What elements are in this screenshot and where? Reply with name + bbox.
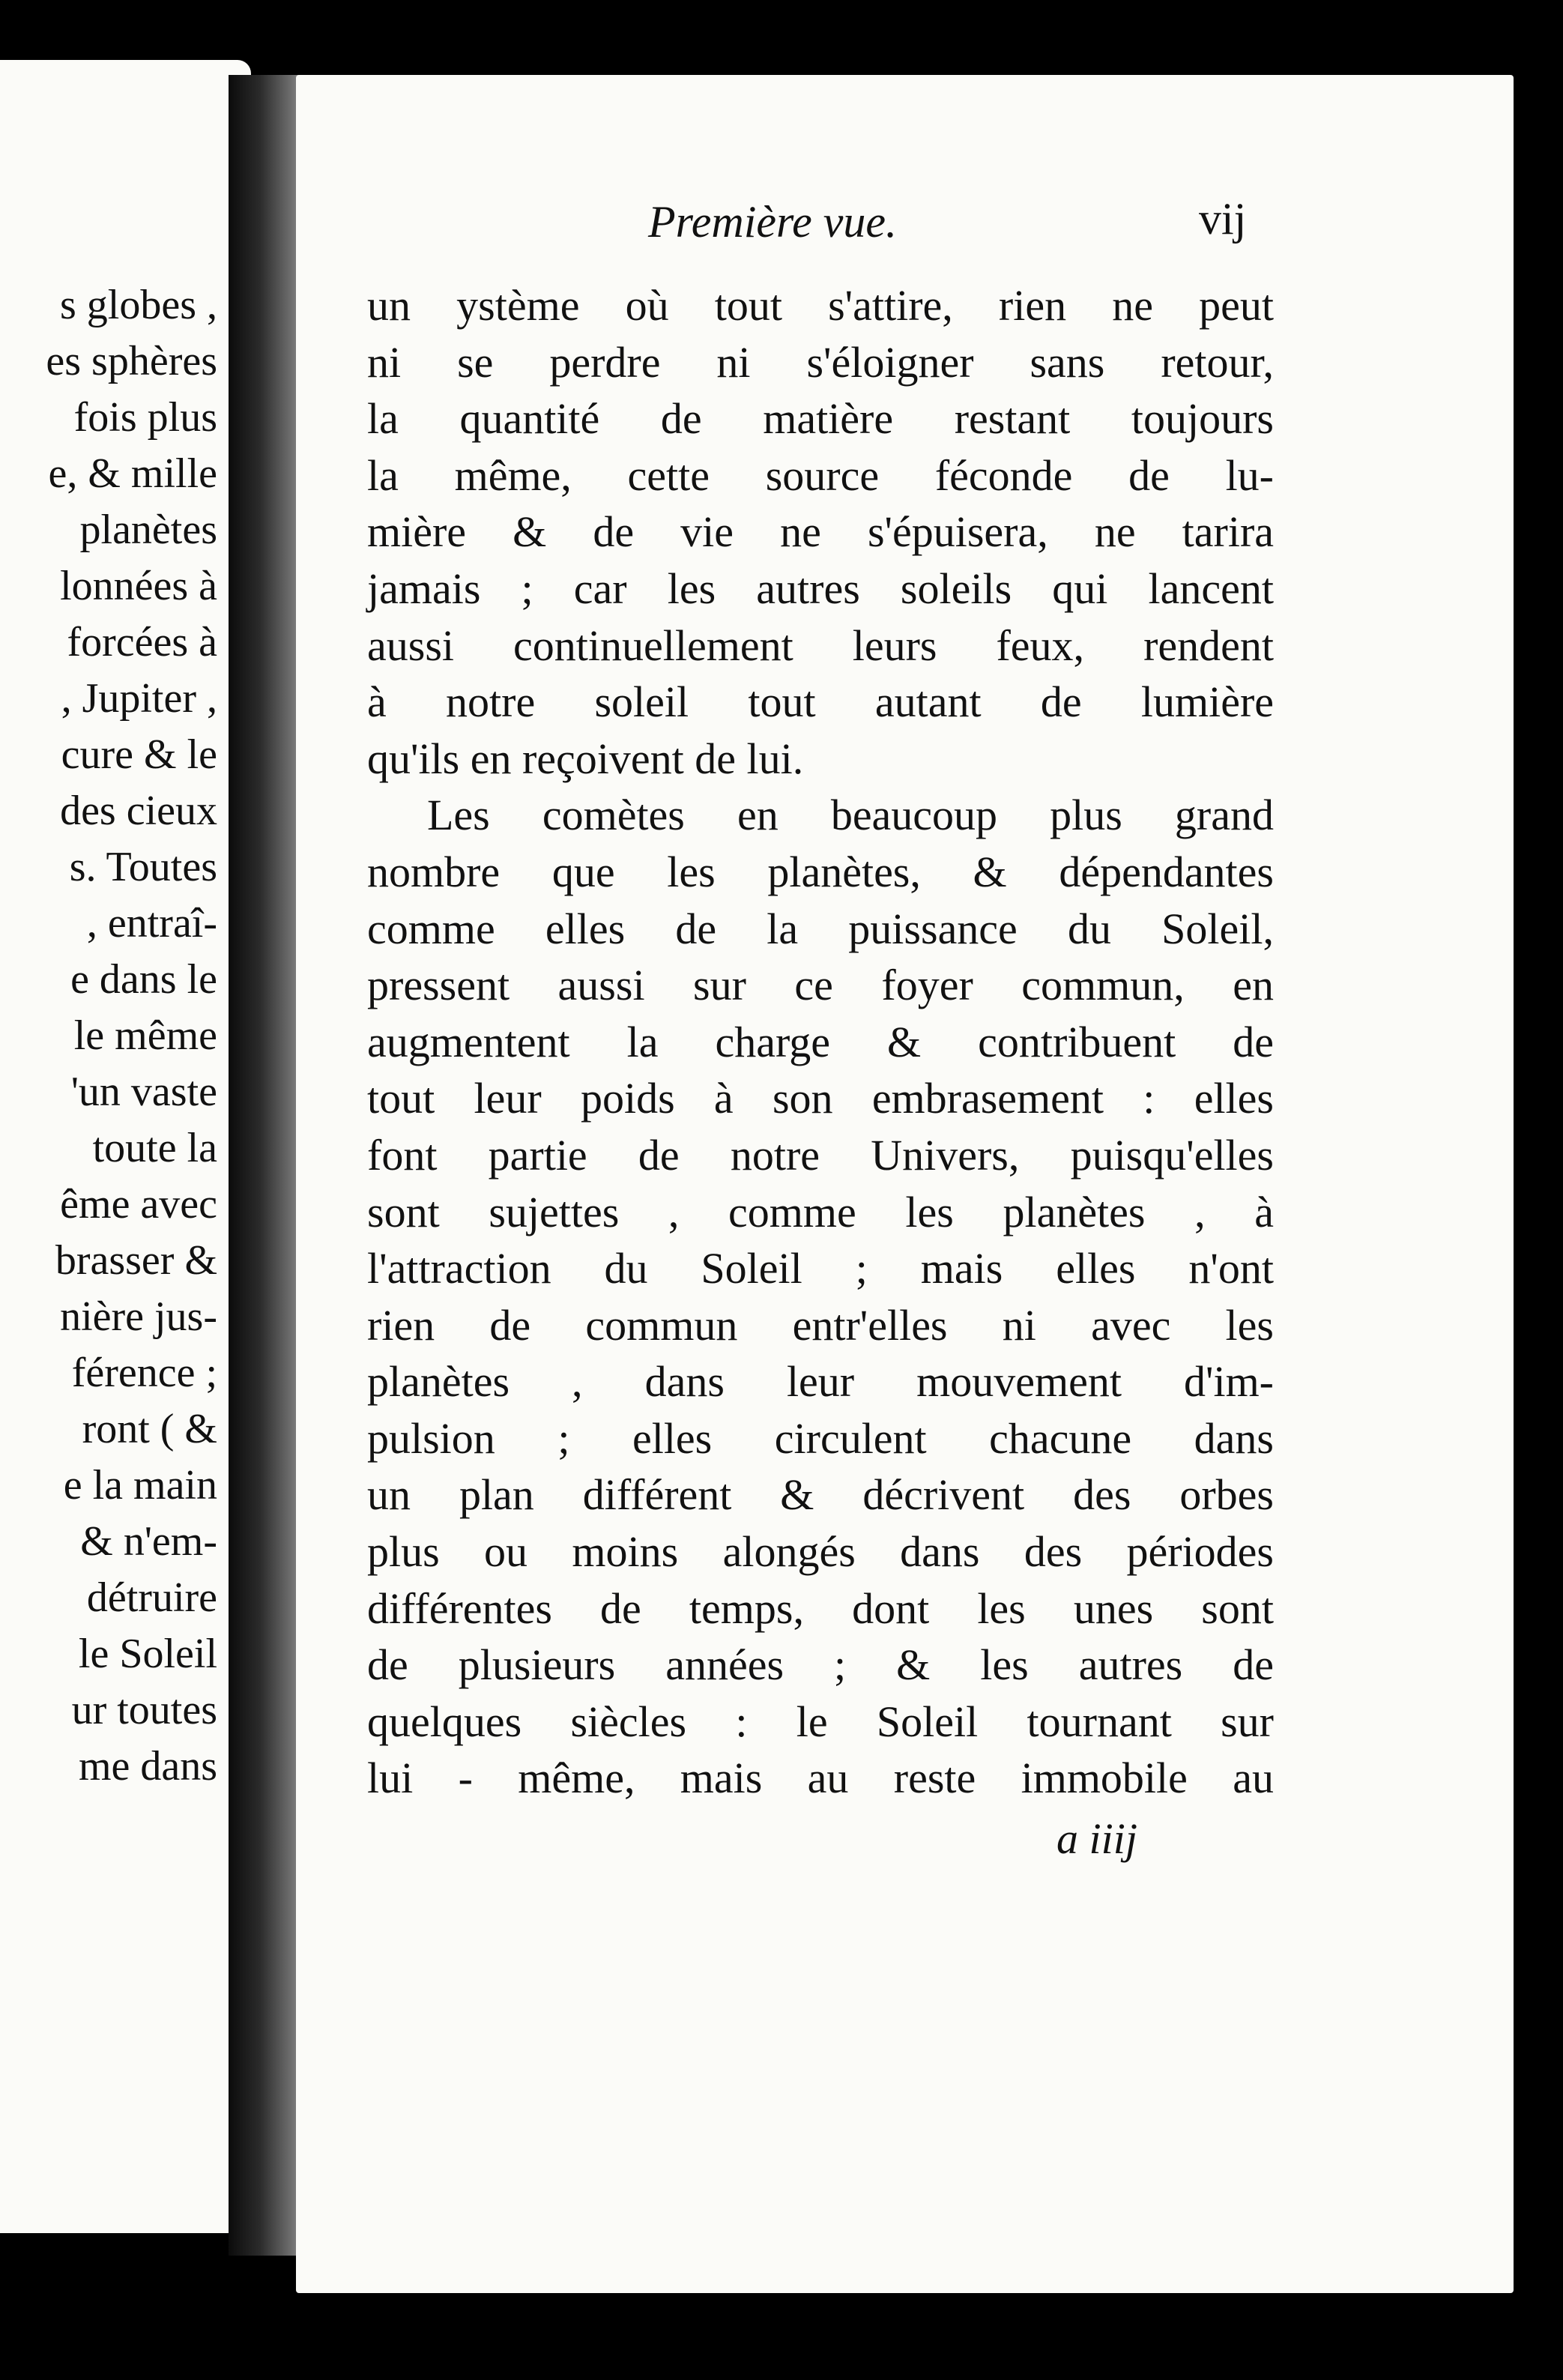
text-line: augmentent la charge & contribuent de bbox=[367, 1017, 1274, 1066]
left-text-line: ême avec bbox=[60, 1181, 217, 1227]
text-line: sont sujettes , comme les planètes , à bbox=[367, 1187, 1274, 1236]
text-line: plus ou moins alongés dans des périodes bbox=[367, 1527, 1274, 1577]
text-line: qu'ils en reçoivent de lui. bbox=[367, 734, 804, 783]
text-line: pulsion ; elles circulent chacune dans bbox=[367, 1413, 1274, 1463]
left-page bbox=[0, 60, 251, 2233]
left-text-line: cure & le bbox=[61, 731, 217, 778]
left-text-line: lonnées à bbox=[60, 563, 217, 609]
text-line: nombre que les planètes, & dépendantes bbox=[367, 847, 1274, 896]
text-line: différentes de temps, dont les unes sont bbox=[367, 1583, 1274, 1633]
text-line: comme elles de la puissance du Soleil, bbox=[367, 904, 1274, 953]
left-text-line: détruire bbox=[86, 1574, 217, 1621]
text-line: à notre soleil tout autant de lumière bbox=[367, 677, 1274, 727]
left-text-line: nière jus- bbox=[60, 1293, 217, 1340]
text-line: jamais ; car les autres soleils qui lancent bbox=[367, 564, 1274, 613]
text-line: quelques siècles : le Soleil tournant sur bbox=[367, 1697, 1274, 1746]
body-text bbox=[367, 277, 1274, 1807]
left-text-line: es sphères bbox=[46, 338, 217, 384]
left-text-line: s. Toutes bbox=[69, 844, 217, 890]
left-text-line: e dans le bbox=[70, 956, 217, 1003]
left-text-line: me dans bbox=[78, 1743, 217, 1789]
text-line: Les comètes en beaucoup plus grand bbox=[427, 791, 1274, 840]
text-line: la quantité de matière restant toujours bbox=[367, 394, 1274, 444]
left-text-line: , Jupiter , bbox=[61, 675, 217, 722]
left-text-line: toute la bbox=[92, 1125, 217, 1171]
text-line: ni se perdre ni s'éloigner sans retour, bbox=[367, 337, 1274, 387]
left-text-line: planètes bbox=[79, 507, 217, 553]
left-text-line: s globes , bbox=[60, 282, 217, 328]
running-head: Première vue. bbox=[648, 197, 898, 247]
signature-mark: a iiij bbox=[1056, 1814, 1137, 1863]
left-text-line: brasser & bbox=[55, 1237, 217, 1284]
left-text-line: 'un vaste bbox=[70, 1069, 217, 1115]
text-line: lui - même, mais au reste immobile au bbox=[367, 1754, 1274, 1803]
left-text-line: ur toutes bbox=[71, 1687, 217, 1733]
text-line: pressent aussi sur ce foyer commun, en bbox=[367, 961, 1274, 1010]
text-line: aussi continuellement leurs feux, rendent bbox=[367, 620, 1274, 670]
text-line: mière & de vie ne s'épuisera, ne tarira bbox=[367, 507, 1274, 557]
text-line: de plusieurs années ; & les autres de bbox=[367, 1640, 1274, 1690]
left-text-line: , entraî- bbox=[86, 900, 217, 946]
text-line: la même, cette source féconde de lu- bbox=[367, 450, 1274, 500]
left-text-line: & n'em- bbox=[80, 1518, 217, 1565]
left-text-line: des cieux bbox=[60, 788, 217, 834]
text-line: un ystème où tout s'attire, rien ne peut bbox=[367, 281, 1274, 330]
text-line: l'attraction du Soleil ; mais elles n'ont bbox=[367, 1244, 1274, 1293]
text-line: planètes , dans leur mouvement d'im- bbox=[367, 1357, 1274, 1407]
page-number: vij bbox=[1199, 194, 1247, 244]
left-text-line: férence ; bbox=[71, 1350, 217, 1396]
left-page-text bbox=[0, 277, 217, 1795]
text-line: font partie de notre Univers, puisqu'elles bbox=[367, 1130, 1274, 1180]
left-text-line: le Soleil bbox=[78, 1631, 217, 1677]
left-text-line: forcées à bbox=[67, 619, 217, 665]
text-line: tout leur poids à son embrasement : elles bbox=[367, 1074, 1274, 1123]
text-line: rien de commun entr'elles ni avec les bbox=[367, 1300, 1274, 1350]
left-text-line: fois plus bbox=[73, 394, 217, 441]
left-text-line: e, & mille bbox=[48, 450, 217, 497]
left-text-line: e la main bbox=[63, 1462, 217, 1508]
left-text-line: ront ( & bbox=[82, 1406, 217, 1452]
text-line: un plan différent & décrivent des orbes bbox=[367, 1470, 1274, 1520]
left-text-line: le même bbox=[73, 1012, 217, 1059]
